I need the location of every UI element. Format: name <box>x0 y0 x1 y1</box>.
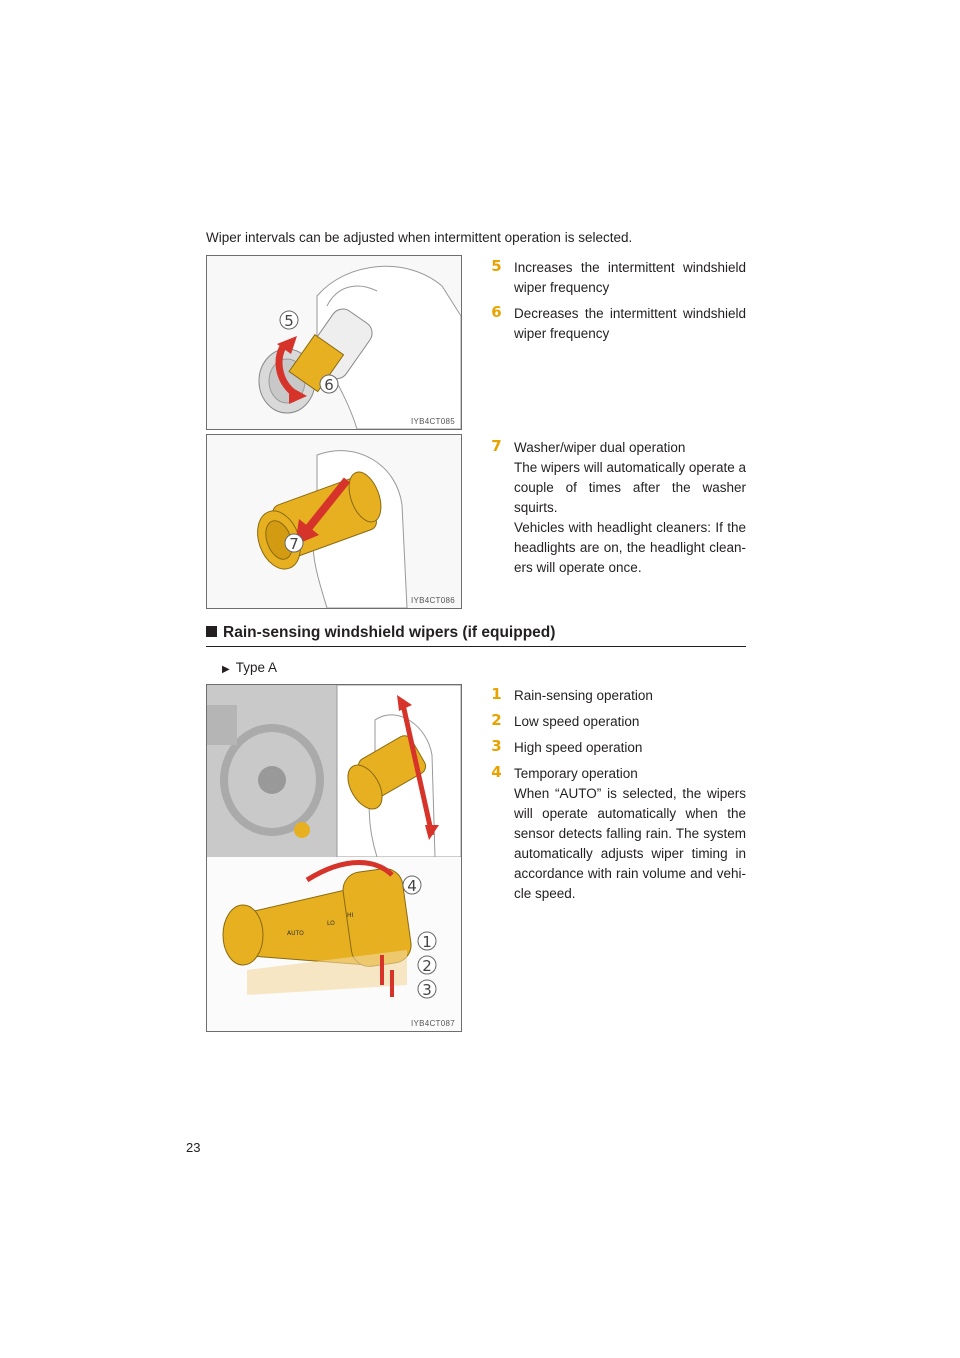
callout-6: 6 <box>324 376 334 394</box>
list-item <box>490 438 746 578</box>
rain-sensing-illustration <box>207 685 461 1031</box>
item-number: 3 <box>491 737 502 755</box>
item-detail: The wipers will automatically operate a couple of times after the washer squirts. <box>514 460 746 515</box>
page-number: 23 <box>186 1140 201 1155</box>
item-text: High speed operation <box>514 740 643 755</box>
square-bullet-icon <box>206 626 217 637</box>
item-detail: When “AUTO” is selected, the wipers will operate automatically when the sensor detects falling rain. The system automatically adjusts wiper timing in accordance with rain volume and vehi-cle speed. <box>514 786 746 901</box>
figure-washer <box>206 434 462 609</box>
section-title: Rain-sensing windshield wipers (if equipped) <box>223 624 556 641</box>
callout-4: 4 <box>407 877 417 895</box>
figure-interval-knob <box>206 255 462 430</box>
item-text: Decreases the intermittent windshield wiper frequency <box>514 306 746 341</box>
figure-code: IYB4CT085 <box>410 417 455 426</box>
item-text: Low speed operation <box>514 714 640 729</box>
item-text: Increases the intermittent windshield wiper frequency <box>514 260 746 295</box>
figure-code: IYB4CT086 <box>410 596 455 605</box>
callout-7: 7 <box>289 535 299 553</box>
list-item <box>490 764 746 904</box>
washer-items <box>490 438 746 584</box>
item-number: 2 <box>491 711 502 729</box>
item-number: 6 <box>491 303 502 321</box>
item-title: Washer/wiper dual operation <box>514 440 686 455</box>
list-item <box>490 738 746 758</box>
section-heading <box>206 624 746 647</box>
item-number: 5 <box>491 257 502 275</box>
lever-label-hi: HI <box>347 912 354 919</box>
lever-label-lo: LO <box>327 920 335 927</box>
type-text: Type A <box>235 660 277 675</box>
item-text: Rain-sensing operation <box>514 688 653 703</box>
rain-sensing-items <box>490 686 746 910</box>
callout-3: 3 <box>422 981 432 999</box>
list-item <box>490 304 746 344</box>
figure-rain-sensing <box>206 684 462 1032</box>
item-number: 4 <box>491 763 502 781</box>
intro-text: Wiper intervals can be adjusted when intermittent operation is selected. <box>206 230 633 245</box>
list-item <box>490 686 746 706</box>
list-item <box>490 712 746 732</box>
callout-5: 5 <box>284 312 294 330</box>
interval-items <box>490 258 746 350</box>
lever-label-auto: AUTO <box>287 930 304 937</box>
type-label <box>222 660 277 675</box>
item-detail: Vehicles with headlight cleaners: If the headlights are on, the headlight clean-ers will operate once. <box>514 520 746 575</box>
list-item <box>490 258 746 298</box>
interval-knob-illustration <box>207 256 461 429</box>
item-number: 7 <box>491 437 502 455</box>
triangle-right-icon: ▶ <box>222 664 230 675</box>
figure-code: IYB4CT087 <box>410 1019 455 1028</box>
item-number: 1 <box>491 685 502 703</box>
callout-1: 1 <box>422 933 432 951</box>
washer-illustration <box>207 435 461 608</box>
item-text: Temporary operation <box>514 766 638 781</box>
callout-2: 2 <box>422 957 432 975</box>
